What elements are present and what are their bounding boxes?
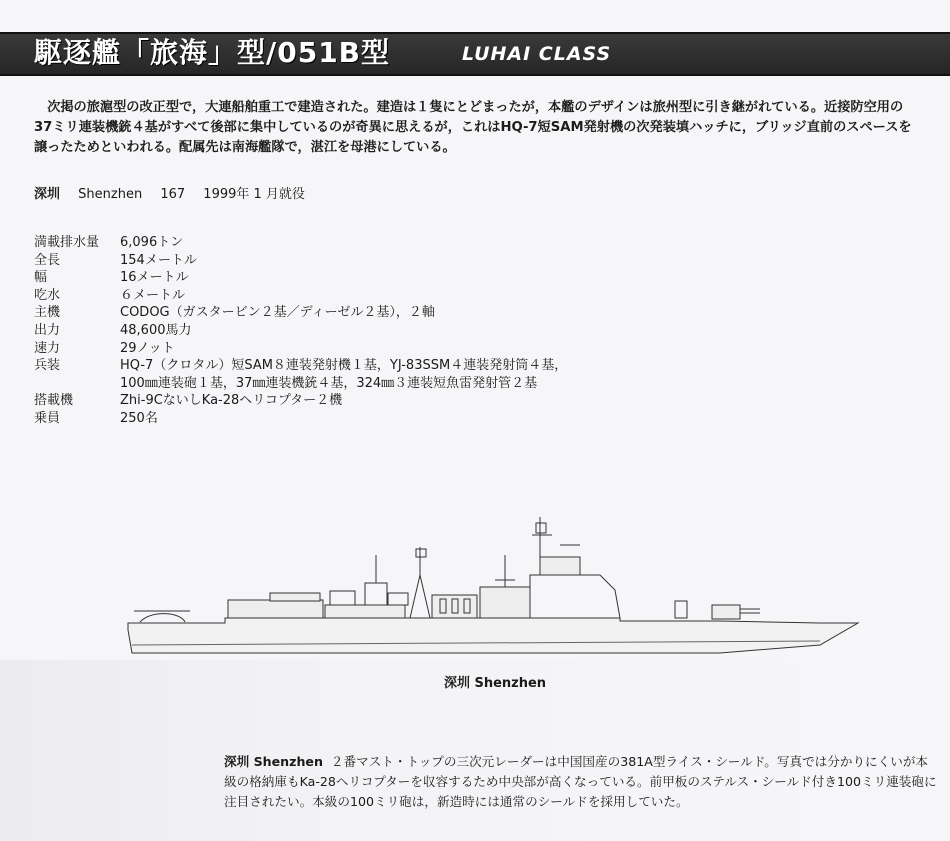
photo-note-text: ２番マスト・トップの三次元レーダーは中国国産の381A型ライス・シールド。写真では分かりにくいが本級の格納庫もKa-28ヘリコプターを収容するため中央部が高くなっている。前甲板のステルス・シールド付き100ミリ連装砲に注目されたい。本級の100ミリ砲は，新造時には通常のシールドを採用していた。 [224, 754, 937, 809]
spec-label [34, 375, 120, 393]
spec-value: 29ノット [120, 340, 175, 356]
spec-value: HQ-7（クロタル）短SAM８連装発射機１基，YJ-83SSM４連装発射筒４基， [120, 358, 568, 374]
spec-row [34, 357, 567, 375]
spec-label: 主機 [34, 305, 61, 321]
spec-row [34, 410, 567, 428]
spec-row [34, 322, 567, 340]
spec-label: 兵装 [34, 358, 61, 374]
photo-note-ship-name: 深圳 Shenzhen [224, 754, 323, 769]
spec-value: 48,600馬力 [120, 322, 192, 338]
spec-row [34, 392, 567, 410]
spec-label: 満載排水量 [34, 235, 100, 250]
spec-label: 乗員 [34, 410, 61, 426]
spec-row [34, 340, 567, 358]
spec-label: 幅 [34, 270, 48, 286]
spec-value: 16メートル [120, 270, 189, 286]
spec-value: Zhi-9CないしKa-28ヘリコプター２機 [120, 393, 343, 409]
spec-label: 全長 [34, 252, 61, 268]
hull-number: 167 [160, 187, 186, 202]
spec-row [34, 287, 567, 305]
ship-name-en: Shenzhen [78, 187, 143, 202]
spec-label: 搭載機 [34, 393, 74, 409]
ship-entry [34, 186, 319, 204]
spec-label: 吃水 [34, 287, 61, 303]
title-bar [0, 32, 950, 76]
spec-label: 速力 [34, 340, 61, 356]
spec-value: 100㎜連装砲１基，37㎜連装機銃４基，324㎜３連装短魚雷発射管２基 [120, 375, 538, 391]
photo-note [224, 752, 940, 812]
spec-value: 250名 [120, 410, 158, 426]
spec-row [34, 304, 567, 322]
commission-date: 1999年 1 月就役 [203, 187, 305, 202]
spec-value: 154メートル [120, 252, 197, 268]
spec-table [34, 234, 567, 428]
intro-paragraph: 次掲の旅滬型の改正型で，大連船舶重工で建造された。建造は１隻にとどまったが，本艦のデザインは旅州型に引き継がれている。近接防空用の37ミリ連装機銃４基がすべて後部に集中しているのが奇異に思えるが，これはHQ-7短SAM発射機の次発装填ハッチに，ブリッジ直前のスペースを譲ったためといわれる。配属先は南海艦隊で，湛江を母港にしている。 [34, 100, 912, 155]
spec-value: 6,096トン [120, 235, 184, 250]
spec-row [34, 375, 567, 393]
figure-caption: 深圳 Shenzhen [443, 676, 547, 691]
ship-name-ja: 深圳 [34, 187, 61, 202]
page-title: 駆逐艦「旅海」型/051B型 [34, 36, 391, 69]
spec-value: ６メートル [120, 287, 186, 303]
spec-row [34, 269, 567, 287]
ship-profile-drawing [120, 505, 870, 660]
spec-value: CODOG（ガスタービン２基／ディーゼル２基），２軸 [120, 305, 435, 321]
class-name-english: LUHAI CLASS [462, 43, 612, 65]
spec-row [34, 252, 567, 270]
spec-row [34, 234, 567, 252]
spec-label: 出力 [34, 322, 61, 338]
